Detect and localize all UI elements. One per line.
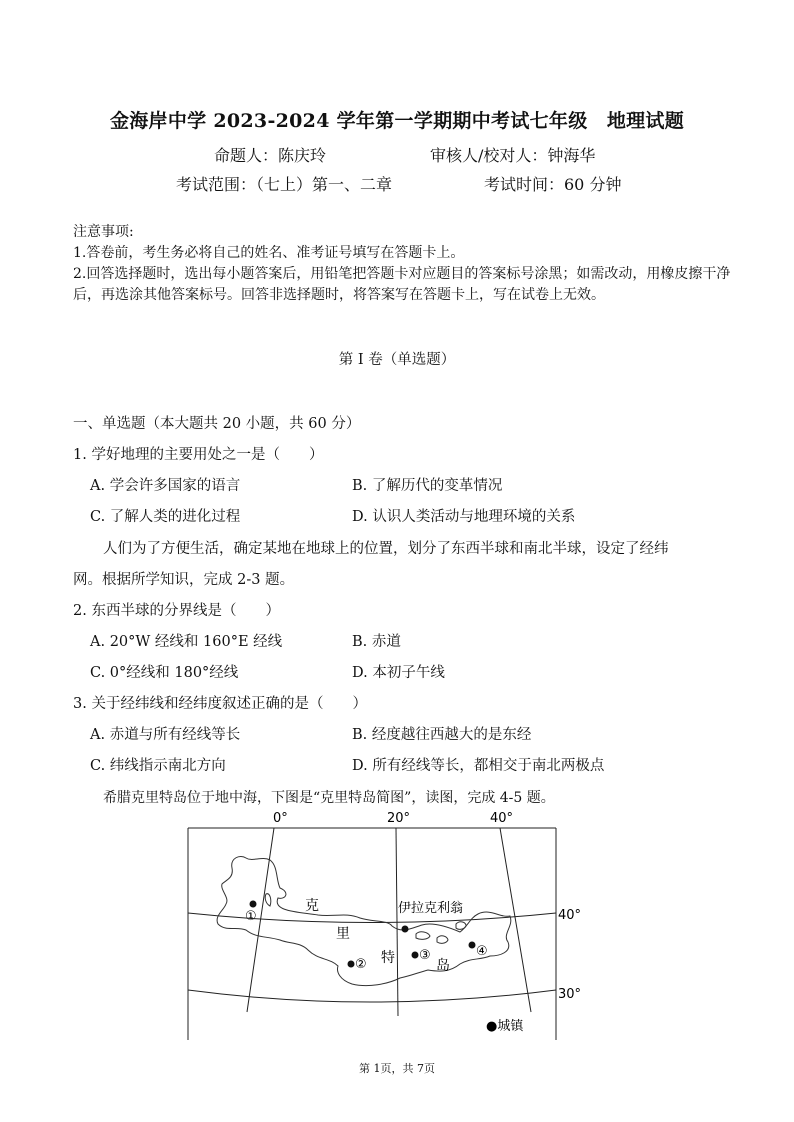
reviewer-line: 审核人/校对人：钟海华 bbox=[430, 146, 596, 165]
passage-2: 希腊克里特岛位于地中海，下图是“克里特岛简图”，读图，完成 4-5 题。 bbox=[103, 790, 555, 806]
marker-2: ② bbox=[355, 957, 367, 972]
page-footer: 第 1页，共 7页 bbox=[359, 1062, 435, 1075]
author-line: 命题人：陈庆玲 bbox=[214, 146, 327, 165]
marker-4: ④ bbox=[476, 944, 488, 959]
question-2-stem: 2. 东西半球的分界线是（ ） bbox=[73, 603, 280, 619]
question-3-option-b[interactable]: B. 经度越往西越大的是东经 bbox=[352, 727, 532, 743]
map-legend: ●城镇 bbox=[486, 1019, 524, 1034]
island-char-1: 克 bbox=[305, 898, 319, 914]
notes-item-1: 1.答卷前，考生务必将自己的姓名、准考证号填写在答题卡上。 bbox=[73, 245, 465, 261]
question-1-option-b[interactable]: B. 了解历代的变革情况 bbox=[352, 478, 503, 494]
marker-3: ③ bbox=[419, 948, 431, 963]
islet-2 bbox=[437, 936, 448, 943]
question-1-option-c[interactable]: C. 了解人类的进化过程 bbox=[90, 509, 241, 525]
question-1-stem: 1. 学好地理的主要用处之一是（ ） bbox=[73, 447, 324, 463]
lon-label-40: 40° bbox=[490, 811, 514, 826]
parallel-40 bbox=[188, 913, 556, 923]
question-1-option-d[interactable]: D. 认识人类活动与地理环境的关系 bbox=[352, 509, 576, 525]
exam-scope: 考试范围：（七上）第一、二章 bbox=[176, 175, 393, 194]
lat-label-30: 30° bbox=[558, 987, 582, 1002]
question-3-option-a[interactable]: A. 赤道与所有经线等长 bbox=[90, 727, 241, 743]
question-2-option-b[interactable]: B. 赤道 bbox=[352, 634, 401, 650]
city-dot-heraklion bbox=[402, 926, 409, 933]
lon-label-0: 0° bbox=[273, 811, 288, 826]
island-char-4: 岛 bbox=[436, 958, 450, 974]
island-char-3: 特 bbox=[381, 950, 395, 966]
question-2-option-d[interactable]: D. 本初子午线 bbox=[352, 665, 445, 681]
town-dot-3 bbox=[412, 952, 419, 959]
city-label: 伊拉克利翁 bbox=[398, 901, 464, 916]
notes-item-2: 2.回答选择题时，选出每小题答案后，用铅笔把答题卡对应题目的答案标号涂黑；如需改动，用橡皮擦干净后，再选涂其他答案标号。回答非选择题时，将答案写在答题卡上，写在试卷上无效。 bbox=[73, 266, 731, 303]
parallel-30 bbox=[188, 990, 556, 1002]
question-2-option-c[interactable]: C. 0°经线和 180°经线 bbox=[90, 665, 239, 681]
question-3-stem: 3. 关于经纬线和经纬度叙述正确的是（ ） bbox=[73, 696, 367, 712]
town-dot-4 bbox=[469, 942, 476, 949]
volume-title: 第 I 卷（单选题） bbox=[338, 352, 456, 368]
question-2-option-a[interactable]: A. 20°W 经线和 160°E 经线 bbox=[90, 634, 283, 650]
notes-heading: 注意事项: bbox=[73, 224, 134, 240]
question-3-option-d[interactable]: D. 所有经线等长，都相交于南北两极点 bbox=[352, 758, 605, 774]
town-dot-2 bbox=[348, 961, 355, 968]
crete-map bbox=[180, 806, 600, 1040]
island-char-2: 里 bbox=[336, 926, 350, 942]
question-1-option-a[interactable]: A. 学会许多国家的语言 bbox=[90, 478, 241, 494]
exam-time: 考试时间：60 分钟 bbox=[484, 175, 622, 194]
question-3-option-c[interactable]: C. 纬线指示南北方向 bbox=[90, 758, 226, 774]
lon-label-20: 20° bbox=[387, 811, 411, 826]
lat-label-40: 40° bbox=[558, 908, 582, 923]
islet-1 bbox=[416, 932, 430, 939]
section-heading: 一、单选题（本大题共 20 小题，共 60 分） bbox=[73, 416, 361, 432]
exam-title: 金海岸中学 2023-2024 学年第一学期期中考试七年级 地理试题 bbox=[109, 110, 685, 132]
marker-1: ① bbox=[245, 909, 257, 924]
passage-1-line-1: 人们为了方便生活，确定某地在地球上的位置，划分了东西半球和南北半球，设定了经纬 bbox=[103, 541, 669, 557]
islet-3 bbox=[456, 922, 466, 929]
town-dot-1 bbox=[250, 901, 257, 908]
notes-block bbox=[73, 222, 733, 306]
islet-4 bbox=[265, 894, 271, 906]
passage-1-line-2: 网。根据所学知识，完成 2-3 题。 bbox=[73, 572, 295, 588]
meridian-40 bbox=[500, 828, 531, 1012]
